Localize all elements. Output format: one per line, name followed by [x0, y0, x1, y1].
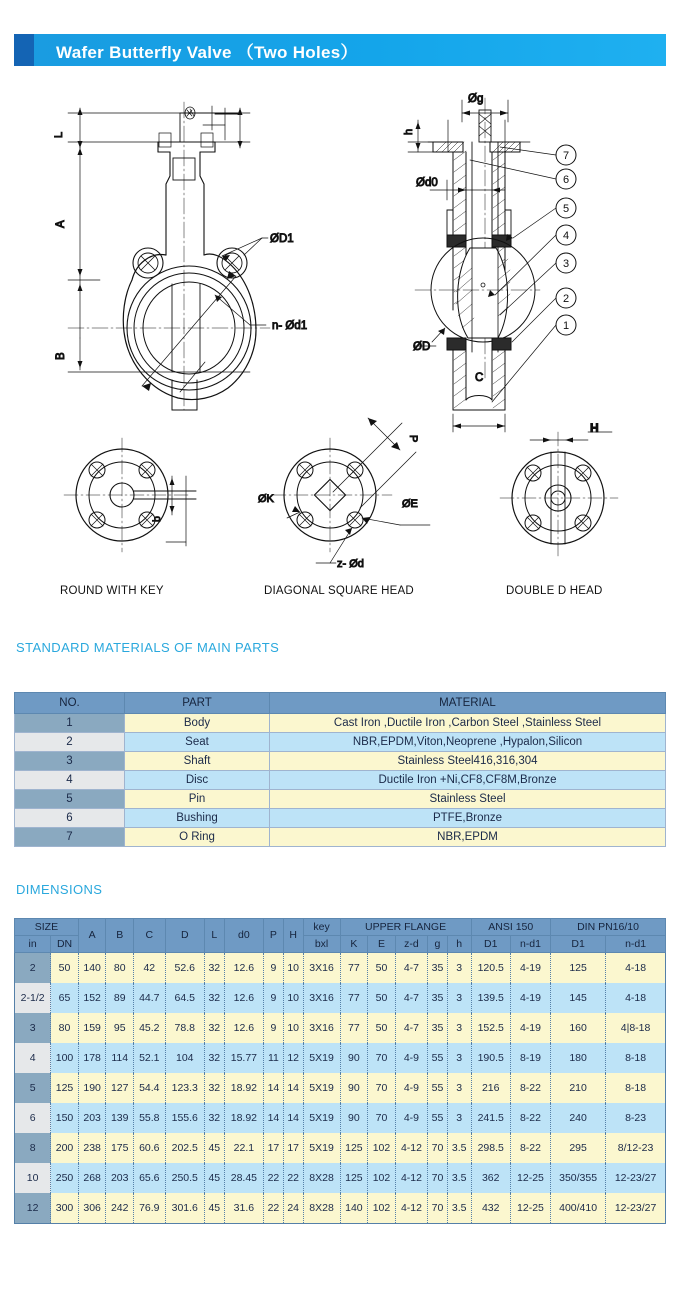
dim-col-in: in — [15, 936, 51, 953]
dim-H: 14 — [283, 1103, 303, 1133]
dim-d0: 22.1 — [224, 1133, 263, 1163]
table-row — [15, 752, 666, 771]
label-E: ØE — [402, 498, 418, 510]
dim-group-din: DIN PN16/10 — [551, 919, 666, 936]
dim-C: 65.6 — [134, 1163, 166, 1193]
din-n-d1: 12-23/27 — [606, 1163, 666, 1193]
material-no: 7 — [15, 828, 125, 847]
size-dn: 65 — [51, 983, 79, 1013]
material-part: Disc — [125, 771, 270, 790]
dim-C: 42 — [134, 953, 166, 984]
ansi-D1: 362 — [471, 1163, 510, 1193]
dim-B: 242 — [106, 1193, 134, 1224]
flange-z-d: 4-9 — [395, 1043, 427, 1073]
din-n-d1: 12-23/27 — [606, 1193, 666, 1224]
din-D1: 295 — [551, 1133, 606, 1163]
dim-col-E: E — [368, 936, 396, 953]
material-spec: NBR,EPDM,Viton,Neoprene ,Hypalon,Silicon — [270, 733, 666, 752]
flange-z-d: 4-9 — [395, 1103, 427, 1133]
dim-col-ansi-D1: D1 — [471, 936, 510, 953]
dim-C: 44.7 — [134, 983, 166, 1013]
dim-P: 14 — [264, 1073, 284, 1103]
label-L: L — [53, 131, 65, 138]
size-dn: 200 — [51, 1133, 79, 1163]
flange-K: 90 — [340, 1073, 368, 1103]
materials-table-body — [15, 714, 666, 847]
dim-col-H: H — [283, 919, 303, 953]
size-in: 5 — [15, 1073, 51, 1103]
label-z-d: z- Ød — [337, 558, 364, 570]
dim-D: 64.5 — [165, 983, 204, 1013]
dim-d0: 18.92 — [224, 1103, 263, 1133]
label-h: h — [403, 128, 415, 135]
dim-D: 301.6 — [165, 1193, 204, 1224]
callout-2: 2 — [562, 293, 570, 305]
flange-E: 102 — [368, 1133, 396, 1163]
din-D1: 125 — [551, 953, 606, 984]
label-D1: ØD1 — [270, 233, 294, 245]
dim-col-C: C — [134, 919, 166, 953]
dim-L: 32 — [204, 1043, 224, 1073]
dim-B: 127 — [106, 1073, 134, 1103]
flange-z-d: 4-12 — [395, 1193, 427, 1224]
key-bxl: 5X19 — [303, 1133, 340, 1163]
size-in: 6 — [15, 1103, 51, 1133]
size-in: 12 — [15, 1193, 51, 1224]
material-part: Seat — [125, 733, 270, 752]
label-K: ØK — [258, 493, 274, 505]
size-in: 2-1/2 — [15, 983, 51, 1013]
dim-L: 32 — [204, 1013, 224, 1043]
material-part: O Ring — [125, 828, 270, 847]
label-n-d1: n- Ød1 — [272, 320, 308, 332]
din-n-d1: 4-18 — [606, 953, 666, 984]
flange-z-d: 4-9 — [395, 1073, 427, 1103]
dim-P: 11 — [264, 1043, 284, 1073]
table-row — [15, 1013, 666, 1043]
material-part: Body — [125, 714, 270, 733]
size-dn: 150 — [51, 1103, 79, 1133]
flange-h: 3 — [447, 983, 471, 1013]
size-in: 2 — [15, 953, 51, 984]
dim-B: 139 — [106, 1103, 134, 1133]
table-row — [15, 733, 666, 752]
size-in: 8 — [15, 1133, 51, 1163]
size-in: 3 — [15, 1013, 51, 1043]
dim-P: 9 — [264, 953, 284, 984]
table-row — [15, 1103, 666, 1133]
ansi-n-d1: 12-25 — [510, 1193, 550, 1224]
drawings-svg — [0, 80, 680, 610]
table-row — [15, 1193, 666, 1224]
flange-z-d: 4-7 — [395, 983, 427, 1013]
size-dn: 50 — [51, 953, 79, 984]
ansi-n-d1: 8-19 — [510, 1043, 550, 1073]
callout-6: 6 — [562, 174, 570, 186]
dim-A: 178 — [78, 1043, 106, 1073]
material-spec: Ductile Iron +Ni,CF8,CF8M,Bronze — [270, 771, 666, 790]
din-n-d1: 4|8-18 — [606, 1013, 666, 1043]
dim-H: 14 — [283, 1073, 303, 1103]
flange-z-d: 4-12 — [395, 1163, 427, 1193]
dim-col-z-d: z-d — [395, 936, 427, 953]
ansi-D1: 139.5 — [471, 983, 510, 1013]
flange-g: 55 — [428, 1103, 448, 1133]
flange-K: 90 — [340, 1043, 368, 1073]
size-in: 4 — [15, 1043, 51, 1073]
material-part: Shaft — [125, 752, 270, 771]
dim-group-key: key — [303, 919, 340, 936]
dim-group-size: SIZE — [15, 919, 79, 936]
detail-round-with-key — [64, 438, 196, 552]
din-D1: 350/355 — [551, 1163, 606, 1193]
dim-A: 152 — [78, 983, 106, 1013]
dim-C: 54.4 — [134, 1073, 166, 1103]
material-no: 5 — [15, 790, 125, 809]
flange-E: 70 — [368, 1073, 396, 1103]
dim-P: 9 — [264, 983, 284, 1013]
label-H: H — [590, 421, 599, 435]
dim-L: 32 — [204, 983, 224, 1013]
flange-g: 55 — [428, 1073, 448, 1103]
material-spec: PTFE,Bronze — [270, 809, 666, 828]
materials-col-no: NO. — [15, 693, 125, 714]
flange-K: 77 — [340, 983, 368, 1013]
din-n-d1: 8-18 — [606, 1043, 666, 1073]
dim-L: 45 — [204, 1163, 224, 1193]
dim-L: 45 — [204, 1133, 224, 1163]
ansi-n-d1: 12-25 — [510, 1163, 550, 1193]
ansi-n-d1: 8-22 — [510, 1103, 550, 1133]
table-row — [15, 1043, 666, 1073]
din-n-d1: 8-23 — [606, 1103, 666, 1133]
dim-D: 52.6 — [165, 953, 204, 984]
flange-K: 77 — [340, 953, 368, 984]
flange-g: 70 — [428, 1163, 448, 1193]
material-part: Bushing — [125, 809, 270, 828]
detail-diagonal-square-head — [272, 418, 430, 563]
flange-g: 35 — [428, 983, 448, 1013]
flange-g: 35 — [428, 953, 448, 984]
dim-A: 268 — [78, 1163, 106, 1193]
dim-L: 32 — [204, 1103, 224, 1133]
dim-L: 32 — [204, 953, 224, 984]
ansi-D1: 298.5 — [471, 1133, 510, 1163]
flange-z-d: 4-7 — [395, 953, 427, 984]
dim-col-K: K — [340, 936, 368, 953]
label-A: A — [55, 220, 67, 228]
key-bxl: 8X28 — [303, 1193, 340, 1224]
din-n-d1: 8-18 — [606, 1073, 666, 1103]
flange-z-d: 4-12 — [395, 1133, 427, 1163]
flange-E: 70 — [368, 1103, 396, 1133]
materials-section-heading: STANDARD MATERIALS OF MAIN PARTS — [16, 640, 280, 655]
key-bxl: 3X16 — [303, 983, 340, 1013]
dim-B: 203 — [106, 1163, 134, 1193]
key-bxl: 3X16 — [303, 953, 340, 984]
din-D1: 145 — [551, 983, 606, 1013]
key-bxl: 3X16 — [303, 1013, 340, 1043]
dim-A: 140 — [78, 953, 106, 984]
dim-col-D: D — [165, 919, 204, 953]
materials-header-row — [15, 693, 666, 714]
dim-d0: 15.77 — [224, 1043, 263, 1073]
material-spec: Stainless Steel — [270, 790, 666, 809]
dim-H: 10 — [283, 983, 303, 1013]
caption-diagonal-square-head: DIAGONAL SQUARE HEAD — [264, 585, 414, 597]
materials-col-part: PART — [125, 693, 270, 714]
din-D1: 210 — [551, 1073, 606, 1103]
dim-group-upper-flange: UPPER FLANGE — [340, 919, 471, 936]
dim-d0: 12.6 — [224, 953, 263, 984]
dim-col-din-n-d1: n-d1 — [606, 936, 666, 953]
dimensions-group-header-row — [15, 919, 666, 936]
size-dn: 100 — [51, 1043, 79, 1073]
flange-h: 3 — [447, 1013, 471, 1043]
size-in: 10 — [15, 1163, 51, 1193]
label-P: P — [407, 435, 419, 443]
dim-B: 95 — [106, 1013, 134, 1043]
key-bxl: 8X28 — [303, 1163, 340, 1193]
flange-h: 3 — [447, 1043, 471, 1073]
flange-h: 3.5 — [447, 1133, 471, 1163]
dim-col-g: g — [428, 936, 448, 953]
dim-P: 14 — [264, 1103, 284, 1133]
dim-A: 238 — [78, 1133, 106, 1163]
flange-K: 77 — [340, 1013, 368, 1043]
dim-H: 10 — [283, 1013, 303, 1043]
label-B: B — [55, 352, 67, 360]
key-bxl: 5X19 — [303, 1073, 340, 1103]
dim-H: 10 — [283, 953, 303, 984]
flange-E: 70 — [368, 1043, 396, 1073]
dim-L: 32 — [204, 1073, 224, 1103]
dim-d0: 31.6 — [224, 1193, 263, 1224]
ansi-D1: 120.5 — [471, 953, 510, 984]
ansi-D1: 190.5 — [471, 1043, 510, 1073]
dim-B: 175 — [106, 1133, 134, 1163]
dim-group-ansi: ANSI 150 — [471, 919, 551, 936]
dim-D: 78.8 — [165, 1013, 204, 1043]
dim-A: 159 — [78, 1013, 106, 1043]
callout-3: 3 — [562, 258, 570, 270]
dim-d0: 12.6 — [224, 1013, 263, 1043]
flange-E: 50 — [368, 1013, 396, 1043]
dim-H: 12 — [283, 1043, 303, 1073]
table-row — [15, 809, 666, 828]
flange-g: 70 — [428, 1133, 448, 1163]
flange-h: 3.5 — [447, 1163, 471, 1193]
key-bxl: 5X19 — [303, 1103, 340, 1133]
dim-P: 22 — [264, 1193, 284, 1224]
material-no: 4 — [15, 771, 125, 790]
dim-H: 24 — [283, 1193, 303, 1224]
table-row — [15, 714, 666, 733]
din-n-d1: 8/12-23 — [606, 1133, 666, 1163]
flange-g: 70 — [428, 1193, 448, 1224]
dim-D: 202.5 — [165, 1133, 204, 1163]
material-no: 3 — [15, 752, 125, 771]
dim-B: 114 — [106, 1043, 134, 1073]
material-spec: Stainless Steel416,316,304 — [270, 752, 666, 771]
caption-round-with-key: ROUND WITH KEY — [60, 585, 164, 597]
dim-col-ansi-n-d1: n-d1 — [510, 936, 550, 953]
label-g: Øg — [468, 93, 484, 105]
size-dn: 300 — [51, 1193, 79, 1224]
table-row — [15, 771, 666, 790]
material-no: 1 — [15, 714, 125, 733]
ansi-D1: 241.5 — [471, 1103, 510, 1133]
table-row — [15, 983, 666, 1013]
dim-P: 17 — [264, 1133, 284, 1163]
flange-g: 55 — [428, 1043, 448, 1073]
table-row — [15, 953, 666, 984]
table-row — [15, 828, 666, 847]
material-part: Pin — [125, 790, 270, 809]
dim-col-DN: DN — [51, 936, 79, 953]
dim-B: 80 — [106, 953, 134, 984]
flange-g: 35 — [428, 1013, 448, 1043]
flange-K: 125 — [340, 1133, 368, 1163]
material-spec: Cast Iron ,Ductile Iron ,Carbon Steel ,Stainless Steel — [270, 714, 666, 733]
material-no: 2 — [15, 733, 125, 752]
dim-d0: 18.92 — [224, 1073, 263, 1103]
dim-col-d0: d0 — [224, 919, 263, 953]
size-dn: 125 — [51, 1073, 79, 1103]
flange-E: 50 — [368, 953, 396, 984]
dim-C: 52.1 — [134, 1043, 166, 1073]
dimensions-section-heading: DIMENSIONS — [16, 882, 103, 897]
dim-C: 55.8 — [134, 1103, 166, 1133]
dimensions-table-body — [15, 953, 666, 1224]
dim-col-h: h — [447, 936, 471, 953]
ansi-n-d1: 8-22 — [510, 1133, 550, 1163]
key-bxl: 5X19 — [303, 1043, 340, 1073]
dim-A: 306 — [78, 1193, 106, 1224]
ansi-D1: 432 — [471, 1193, 510, 1224]
materials-col-material: MATERIAL — [270, 693, 666, 714]
dim-col-L: L — [204, 919, 224, 953]
ansi-n-d1: 4-19 — [510, 1013, 550, 1043]
callout-7: 7 — [562, 150, 570, 162]
dim-H: 17 — [283, 1133, 303, 1163]
section-valve-view — [408, 98, 576, 432]
flange-h: 3 — [447, 1073, 471, 1103]
materials-table — [14, 692, 666, 847]
ansi-D1: 216 — [471, 1073, 510, 1103]
dim-C: 60.6 — [134, 1133, 166, 1163]
dim-P: 22 — [264, 1163, 284, 1193]
ansi-n-d1: 4-19 — [510, 953, 550, 984]
material-spec: NBR,EPDM — [270, 828, 666, 847]
dim-col-bxl: bxl — [303, 936, 340, 953]
detail-double-d-head — [500, 432, 618, 558]
technical-drawings — [0, 80, 680, 610]
dim-col-B: B — [106, 919, 134, 953]
label-D: ØD — [413, 341, 431, 353]
din-n-d1: 4-18 — [606, 983, 666, 1013]
dim-A: 203 — [78, 1103, 106, 1133]
callout-1: 1 — [562, 320, 570, 332]
size-dn: 250 — [51, 1163, 79, 1193]
table-row — [15, 1133, 666, 1163]
dim-D: 123.3 — [165, 1073, 204, 1103]
flange-E: 102 — [368, 1163, 396, 1193]
dim-L: 45 — [204, 1193, 224, 1224]
label-d0: Ød0 — [416, 177, 438, 189]
din-D1: 240 — [551, 1103, 606, 1133]
dim-D: 250.5 — [165, 1163, 204, 1193]
dim-A: 190 — [78, 1073, 106, 1103]
dim-B: 89 — [106, 983, 134, 1013]
dim-P: 9 — [264, 1013, 284, 1043]
din-D1: 400/410 — [551, 1193, 606, 1224]
flange-h: 3 — [447, 953, 471, 984]
dim-col-A: A — [78, 919, 106, 953]
ansi-n-d1: 4-19 — [510, 983, 550, 1013]
callout-4: 4 — [562, 230, 570, 242]
dim-D: 104 — [165, 1043, 204, 1073]
page-title-banner — [14, 34, 666, 66]
flange-h: 3 — [447, 1103, 471, 1133]
din-D1: 180 — [551, 1043, 606, 1073]
dimensions-table — [14, 918, 666, 1224]
dim-C: 76.9 — [134, 1193, 166, 1224]
table-row — [15, 790, 666, 809]
flange-h: 3.5 — [447, 1193, 471, 1224]
material-no: 6 — [15, 809, 125, 828]
callout-5: 5 — [562, 203, 570, 215]
flange-K: 90 — [340, 1103, 368, 1133]
svg-text:C: C — [475, 372, 484, 384]
dim-H: 22 — [283, 1163, 303, 1193]
banner-accent-tab — [14, 34, 34, 66]
table-row — [15, 1163, 666, 1193]
ansi-D1: 152.5 — [471, 1013, 510, 1043]
flange-E: 50 — [368, 983, 396, 1013]
page-title: Wafer Butterfly Valve （Two Holes） — [56, 42, 358, 62]
main-valve-view — [68, 102, 270, 410]
dim-col-din-D1: D1 — [551, 936, 606, 953]
dim-d0: 28.45 — [224, 1163, 263, 1193]
dim-col-P: P — [264, 919, 284, 953]
din-D1: 160 — [551, 1013, 606, 1043]
dim-d0: 12.6 — [224, 983, 263, 1013]
flange-K: 140 — [340, 1193, 368, 1224]
label-b: b — [151, 516, 163, 522]
caption-double-d-head: DOUBLE D HEAD — [506, 585, 603, 597]
ansi-n-d1: 8-22 — [510, 1073, 550, 1103]
flange-K: 125 — [340, 1163, 368, 1193]
dim-D: 155.6 — [165, 1103, 204, 1133]
flange-z-d: 4-7 — [395, 1013, 427, 1043]
size-dn: 80 — [51, 1013, 79, 1043]
dim-C: 45.2 — [134, 1013, 166, 1043]
flange-E: 102 — [368, 1193, 396, 1224]
table-row — [15, 1073, 666, 1103]
